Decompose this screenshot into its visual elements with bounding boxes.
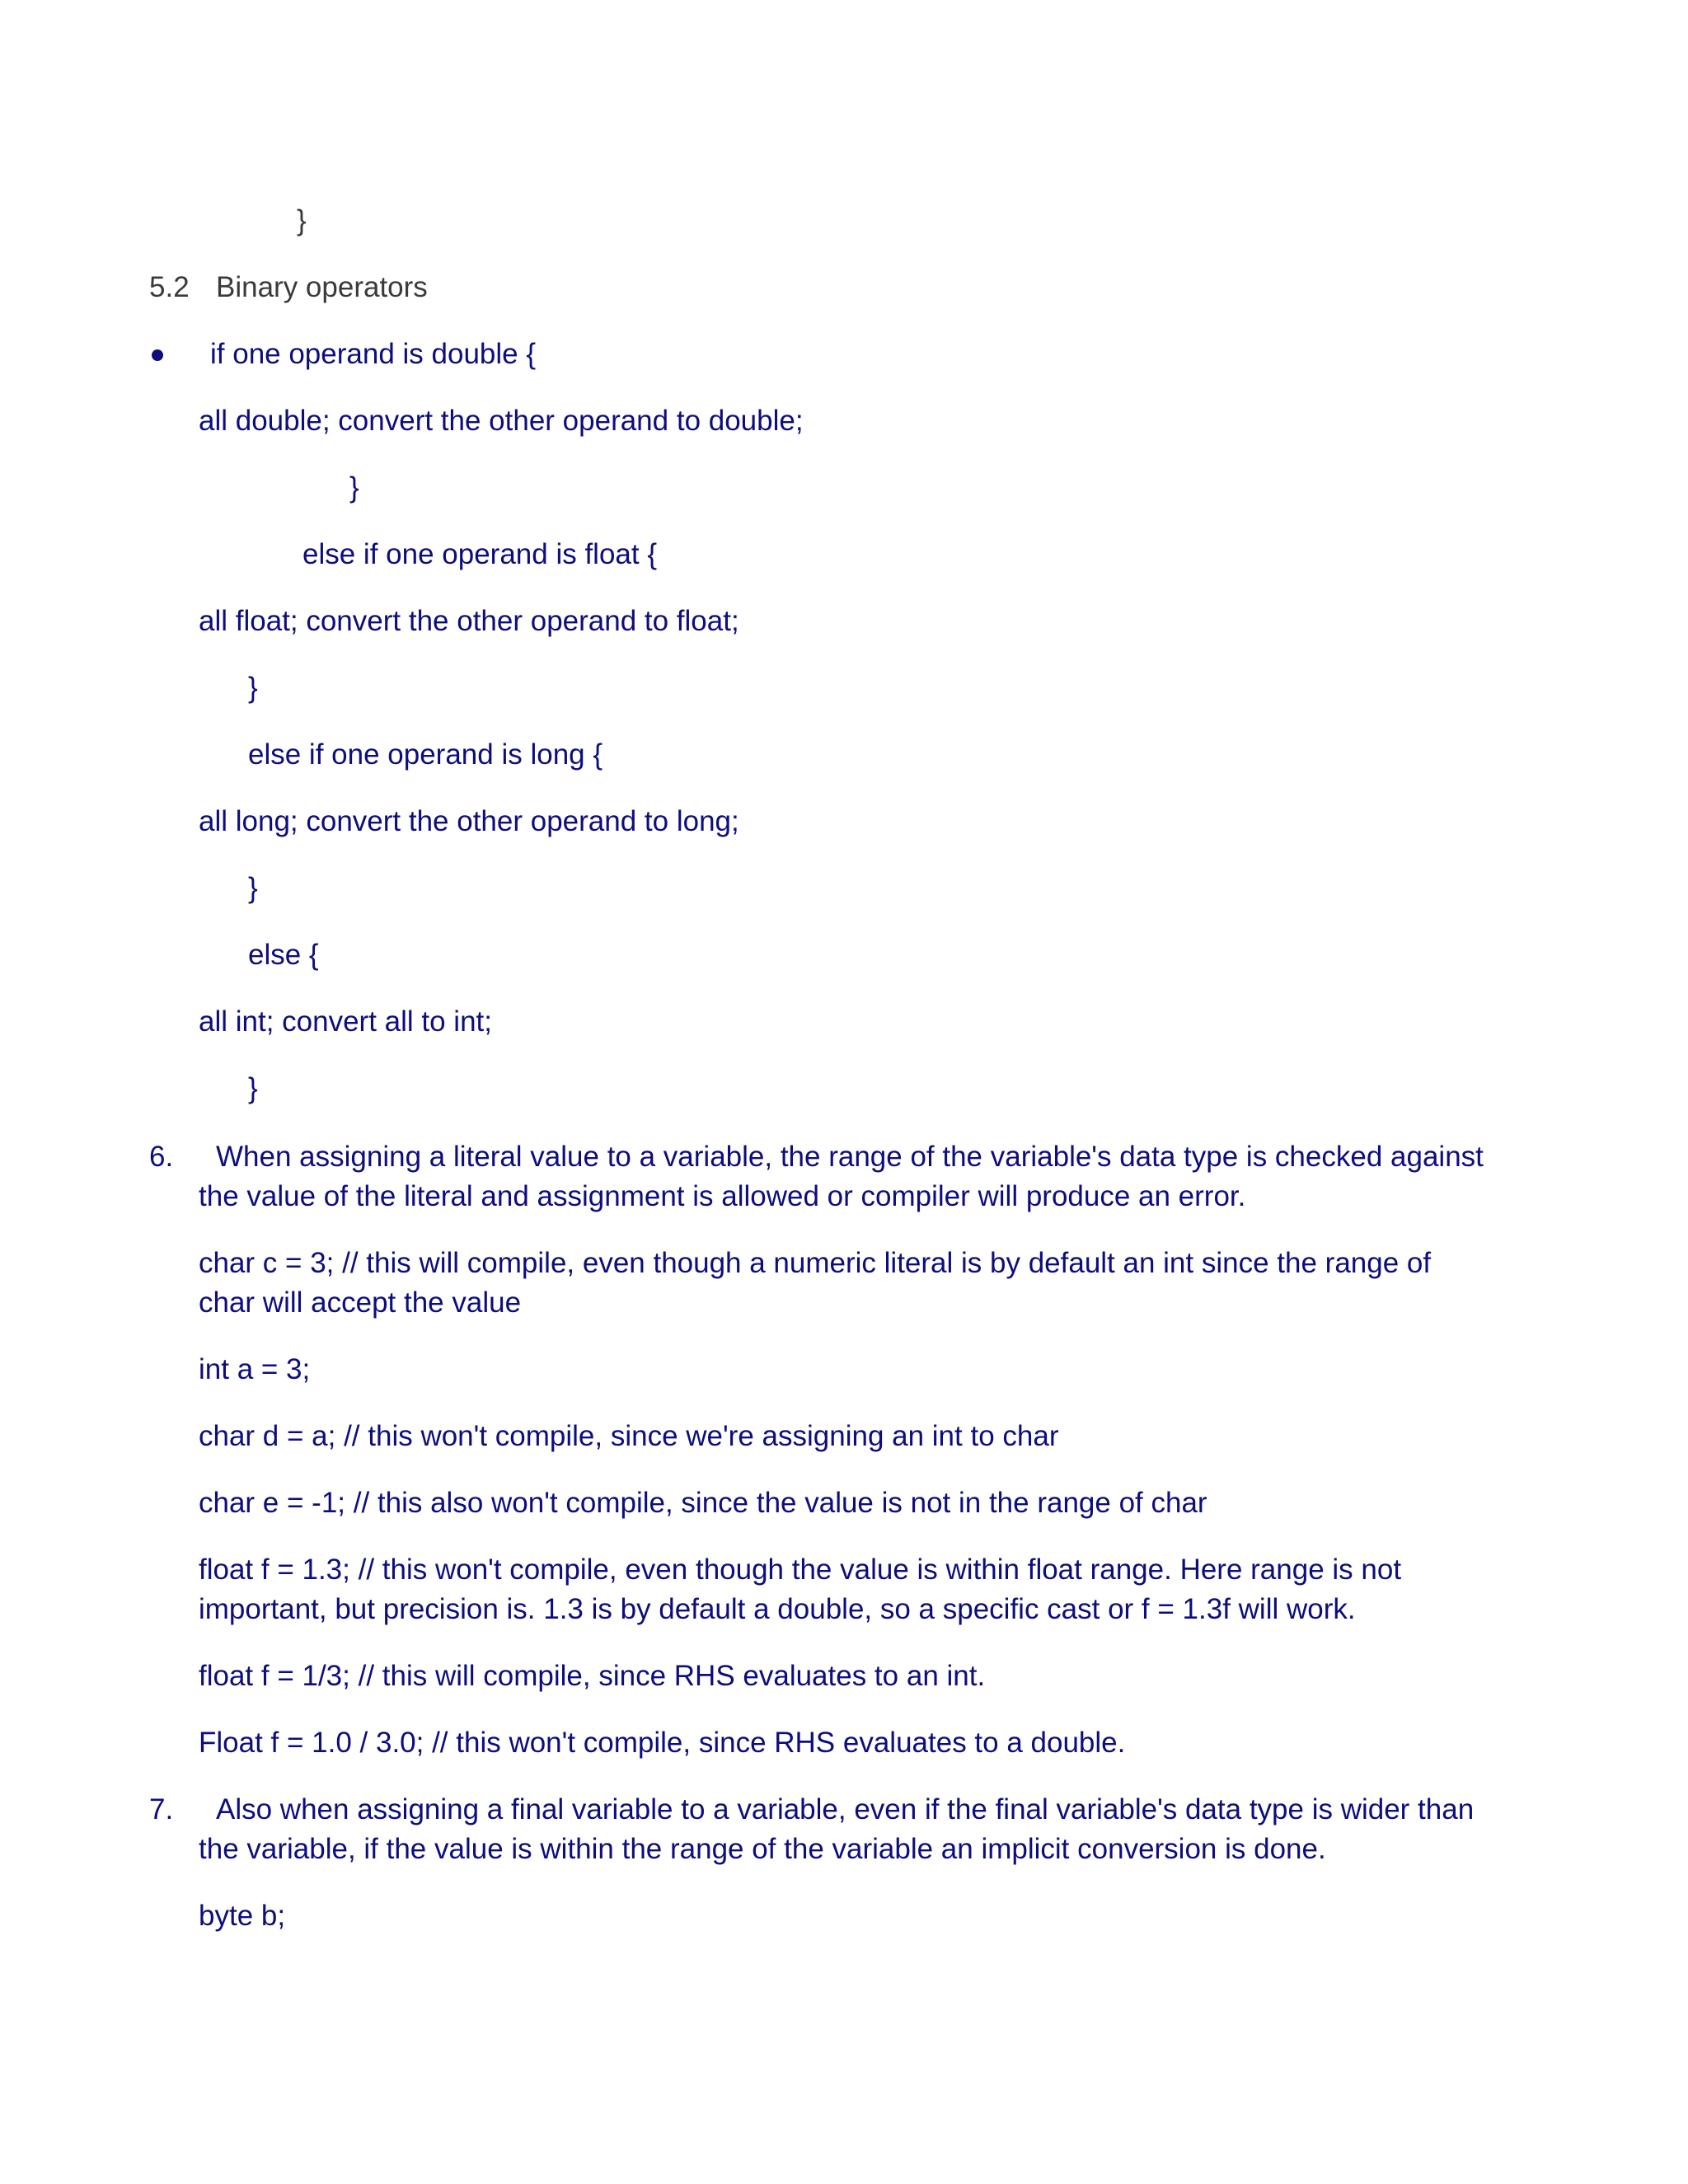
- rule-all-double: all double; convert the other operand to double;: [199, 405, 804, 437]
- item-number: 6.: [149, 1141, 174, 1173]
- item6-text-line2: the value of the literal and assignment is allowed or compiler will produce an error.: [199, 1180, 1246, 1212]
- example-line: char will accept the value: [199, 1286, 522, 1319]
- rule-if-double: if one operand is double {: [210, 338, 537, 370]
- rule-all-float: all float; convert the other operand to float;: [199, 605, 739, 637]
- closing-brace: }: [349, 471, 359, 504]
- example-line: byte b;: [199, 1900, 286, 1932]
- section-number: 5.2: [149, 271, 190, 303]
- rule-else-float: else if one operand is float {: [302, 538, 658, 570]
- example-line: int a = 3;: [199, 1353, 311, 1385]
- rule-else: else {: [248, 939, 319, 971]
- example-line: char e = -1; // this also won't compile, since the value is not in the range of char: [199, 1487, 1207, 1519]
- example-line: char c = 3; // this will compile, even though a numeric literal is by default an int since the range of: [199, 1247, 1432, 1279]
- item-number: 7.: [149, 1793, 174, 1825]
- example-line: char d = a; // this won't compile, since we're assigning an int to char: [199, 1420, 1059, 1452]
- example-line: float f = 1/3; // this will compile, since RHS evaluates to an int.: [199, 1660, 986, 1692]
- section-title: Binary operators: [216, 271, 428, 303]
- rule-all-int: all int; convert all to int;: [199, 1005, 492, 1038]
- bullet-icon: [152, 349, 163, 361]
- closing-brace: }: [248, 672, 258, 704]
- closing-brace: }: [248, 872, 258, 904]
- rule-else-long: else if one operand is long {: [248, 738, 603, 771]
- example-line: float f = 1.3; // this won't compile, even though the value is within float range. Here range is not: [199, 1554, 1402, 1586]
- item7-text-line1: Also when assigning a final variable to a variable, even if the final variable's data type is wider than: [216, 1793, 1475, 1825]
- closing-brace: }: [248, 1072, 258, 1104]
- example-line: Float f = 1.0 / 3.0; // this won't compile, since RHS evaluates to a double.: [199, 1727, 1126, 1759]
- item6-text-line1: When assigning a literal value to a variable, the range of the variable's data type is checked against: [216, 1141, 1484, 1173]
- item7-text-line2: the variable, if the value is within the range of the variable an implicit conversion is done.: [199, 1833, 1326, 1865]
- example-line: important, but precision is. 1.3 is by default a double, so a specific cast or f = 1.3f will work.: [199, 1593, 1356, 1625]
- closing-brace: }: [297, 204, 307, 237]
- rule-all-long: all long; convert the other operand to long;: [199, 805, 739, 837]
